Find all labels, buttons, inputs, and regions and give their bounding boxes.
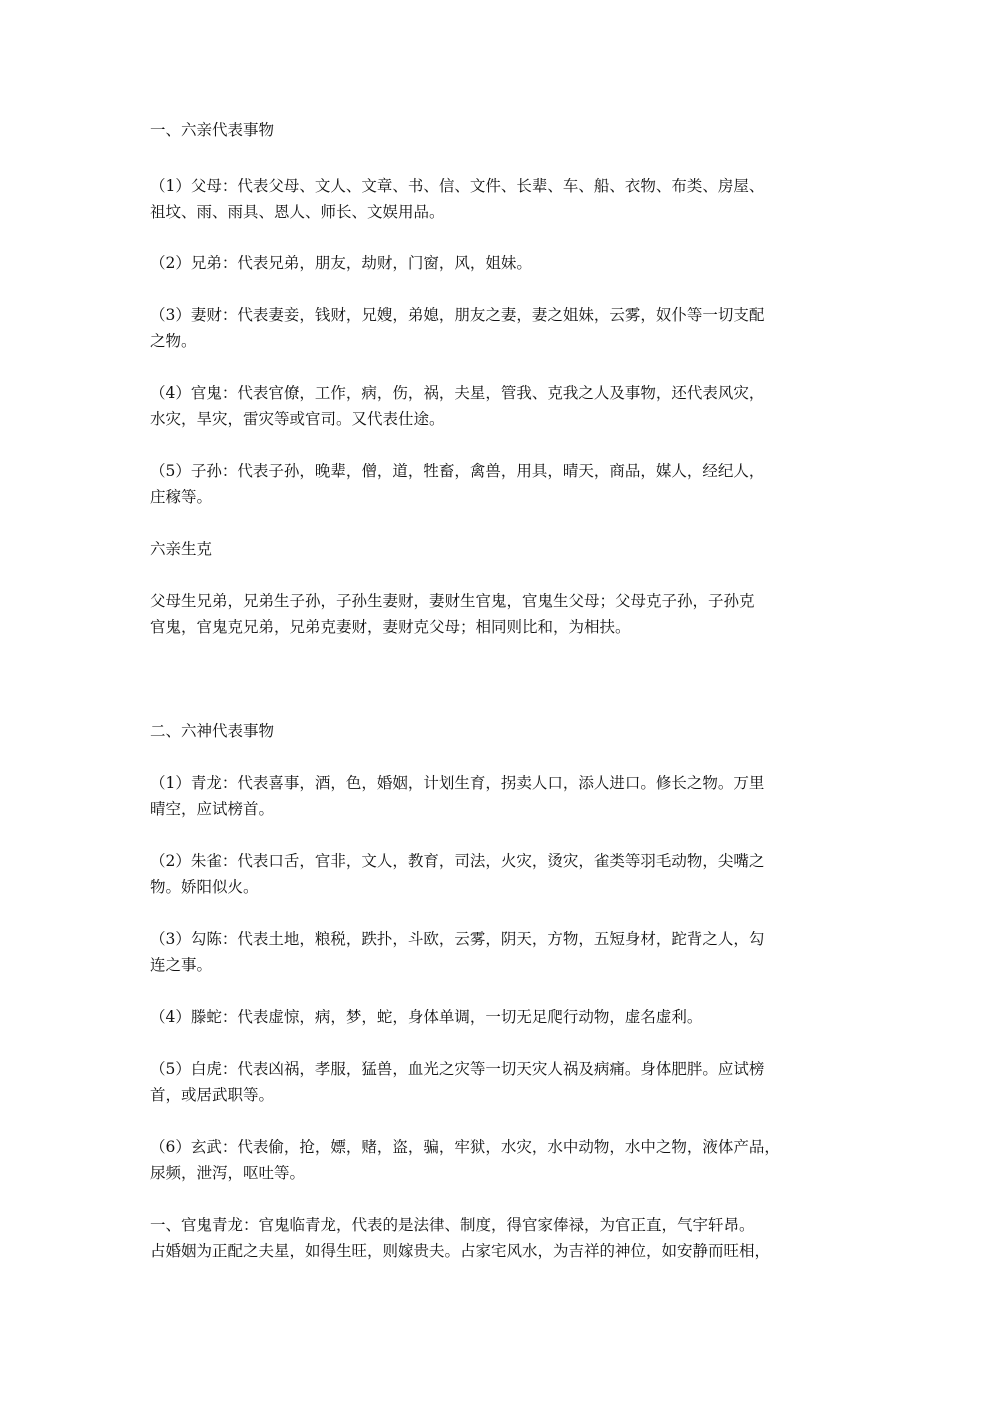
section2-item-black-tortoise: （6）玄武：代表偷，抢，嫖，赌，盗，骗，牢狱，水灾，水中动物，水中之物，液体产品， 尿频，泄泻，呕吐等。 — [150, 1138, 780, 1182]
section1-subheading: 六亲生克 — [150, 540, 213, 558]
section1-relation: 父母生兄弟，兄弟生子孙，子孙生妻财，妻财生官鬼，官鬼生父母；父母克子孙，子孙克 官鬼，官鬼克兄弟，兄弟克妻财，妻财克父母；相同则比和，为相扶。 — [150, 592, 755, 636]
section1-item-official: （4）官鬼：代表官僚，工作，病，伤，祸，夫星，管我、克我之人及事物，还代表风灾， 水灾，旱灾，雷灾等或官司。又代表仕途。 — [150, 384, 765, 428]
section2-item-white-tiger: （5）白虎：代表凶祸，孝服，猛兽，血光之灾等一切天灾人祸及病痛。身体肥胖。应试榜 首，或居武职等。 — [150, 1060, 765, 1104]
section2-item-vermilion-bird: （2）朱雀：代表口舌，官非，文人，教育，司法，火灾，烫灾，雀类等羽毛动物，尖嘴之 物。娇阳似火。 — [150, 852, 765, 896]
section2-item-azure-dragon: （1）青龙：代表喜事，酒，色，婚姻，计划生育，拐卖人口，添人进口。修长之物。万里 晴空，应试榜首。 — [150, 774, 765, 818]
section3-paragraph: 一、官鬼青龙：官鬼临青龙，代表的是法律、制度，得官家俸禄，为官正直，气宇轩昂。 占婚姻为正配之夫星，如得生旺，则嫁贵夫。占家宅风水，为吉祥的神位，如安静而旺相， — [150, 1216, 771, 1260]
section1-heading: 一、六亲代表事物 — [150, 121, 275, 139]
section1-item-offspring: （5）子孙：代表子孙，晚辈，僧，道，牲畜，禽兽，用具，晴天，商品，媒人，经纪人， 庄稼等。 — [150, 462, 765, 506]
section2-heading: 二、六神代表事物 — [150, 722, 275, 740]
section1-item-siblings: （2）兄弟：代表兄弟，朋友，劫财，门窗，风，姐妹。 — [150, 254, 532, 272]
section1-item-wealth: （3）妻财：代表妻妾，钱财，兄嫂，弟媳，朋友之妻，妻之姐妹，云雾，奴仆等一切支配 之物。 — [150, 306, 765, 350]
section1-item-parents: （1）父母：代表父母、文人、文章、书、信、文件、长辈、车、船、衣物、布类、房屋、 祖坟、雨、雨具、恩人、师长、文娱用品。 — [150, 177, 765, 221]
section2-item-snake: （4）滕蛇：代表虚惊，病，梦，蛇，身体单调，一切无足爬行动物，虚名虚利。 — [150, 1008, 703, 1026]
section2-item-gouchen: （3）勾陈：代表土地，粮税，跌扑，斗欧，云雾，阴天，方物，五短身材，跎背之人，勾 连之事。 — [150, 930, 765, 974]
